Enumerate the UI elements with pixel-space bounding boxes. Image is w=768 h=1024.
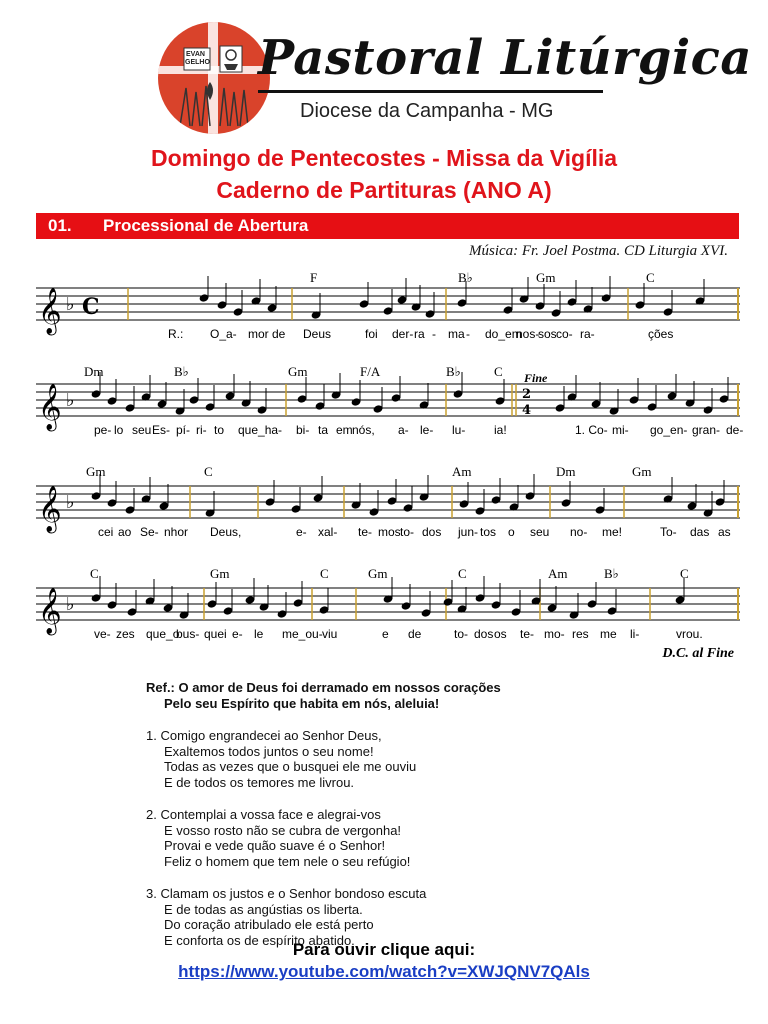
lyric-syllable: me! [602,525,623,539]
stanza-line: Provai e vede quão suave é o Senhor! [164,838,386,853]
lyric-syllable: res [572,627,589,641]
lyric-syllable: seu [132,423,152,437]
stanza-2 [146,807,501,869]
lyric-syllable: tos [480,525,497,539]
treble-clef-icon: 𝄞 [38,588,62,634]
lyric-syllable: to [214,423,225,437]
lyric-syllable: ma [448,327,465,341]
fine-marker: Fine [524,371,548,385]
lyric-syllable: no- [570,525,588,539]
lyric-syllable: foi [365,327,378,341]
youtube-link[interactable]: https://www.youtube.com/watch?v=XWJQNV7QAls [178,962,590,981]
chord-symbol: C [494,364,503,379]
lyric-syllable: Es- [152,423,170,437]
lyric-syllable: do_em [485,327,522,341]
dc-al-fine: D.C. al Fine [662,646,734,661]
stanza-line: E vosso rosto não se cubra de vergonha! [164,822,402,838]
stanza-line: E de todos os temores me livrou. [164,774,355,790]
lyric-syllable: viu [322,627,338,641]
lyric-syllable: gran- [692,423,721,437]
document-subtitle: Caderno de Partituras (ANO A) [216,177,552,203]
lyric-syllable: mo- [544,627,565,641]
time-signature-2-4-icon: 4 [522,403,532,418]
logo-text-b: GELHO [185,59,210,66]
stanza-line: Do coração atribulado ele está perto [164,917,374,932]
lyric-syllable: bus- [176,627,200,641]
chord-symbol: Am [452,464,472,479]
brand-title: Pastoral Litúrgica [258,30,752,86]
flat-key-signature-icon: ♭ [66,390,75,411]
lyric-syllable: de [272,327,286,341]
lyric-syllable: ta [318,423,329,437]
stanza-line: Todas as vezes que o busquei ele me ouviu [164,759,417,774]
section-header [36,213,739,239]
lyric-syllable: le [254,627,264,641]
lyric-syllable: ao [118,525,132,539]
chord-symbol: C [458,566,467,581]
treble-clef-icon: 𝄞 [38,384,62,430]
lyric-syllable: mos [378,525,401,539]
listen-label: Para ouvir clique aqui: [292,940,476,959]
sheet-music [0,260,768,660]
stanza-line: Exaltemos todos juntos o seu nome! [164,743,374,759]
lyric-syllable: go_en- [650,423,688,437]
section-number: 01. [48,216,72,235]
lyric-syllable: mi- [612,423,629,437]
lyric-syllable: To- [660,525,677,539]
flat-key-signature-icon: ♭ [66,294,75,315]
lyric-syllable: co- [556,327,573,341]
stanza-line: 1. Comigo engrandecei ao Senhor Deus, [146,728,382,743]
lyric-syllable: lu- [452,423,466,437]
lyrics-block [146,680,501,948]
lyric-syllable: quei [204,627,227,641]
lyric-syllable: dos [474,627,494,641]
chord-symbol: F/A [360,364,381,379]
chord-symbol: B♭ [174,364,189,379]
chord-symbol: Dm [556,464,576,479]
chord-symbol: Gm [368,566,388,581]
chord-symbol: C [320,566,329,581]
chord-symbol: Gm [210,566,230,581]
lyric-syllable: me_ou- [282,627,323,641]
stanza-line: 3. Clamam os justos e o Senhor bondoso escuta [146,886,427,901]
lyric-syllable: te- [358,525,373,539]
chord-symbol: C [646,270,655,285]
stanza-3 [146,886,501,948]
stanza-line: E de todas as angústias os liberta. [164,901,363,917]
flat-key-signature-icon: ♭ [66,594,75,615]
lyric-syllable: R.: [168,327,184,341]
lyric-syllable: nós, [352,423,375,437]
chord-symbol: C [90,566,99,581]
treble-clef-icon: 𝄞 [38,288,62,334]
lyric-syllable: li- [630,627,640,641]
lyric-syllable: e [382,627,389,641]
lyric-syllable: to- [454,627,469,641]
chord-symbol: C [204,464,213,479]
lyric-syllable: dos [422,525,442,539]
lyric-syllable: sos [538,327,557,341]
lyric-syllable: te- [520,627,535,641]
lyric-syllable: Deus, [210,525,242,539]
lyric-syllable: jun- [458,525,479,539]
lyric-syllable: Deus [303,327,332,341]
lyric-syllable: de [408,627,422,641]
lyric-syllable: Se- [140,525,159,539]
lyric-syllable: ções [648,327,674,341]
refrain-line: Ref.: O amor de Deus foi derramado em nossos corações [146,680,501,695]
logo-emblem [158,22,270,134]
section-label: Processional de Abertura [103,216,309,235]
chord-symbol: Gm [536,270,556,285]
lyric-syllable: mor [248,327,269,341]
document-title: Domingo de Pentecostes - Missa da Vigília [150,145,618,171]
lyric-syllable: le- [420,423,434,437]
lyric-syllable: 1. Co- [575,423,608,437]
lyric-syllable: seu [530,525,550,539]
lyric-syllable: lo [114,423,124,437]
lyric-syllable: de- [726,423,744,437]
lyric-syllable: xal- [318,525,338,539]
lyric-syllable: O_a- [210,327,237,341]
lyric-syllable: o [508,525,515,539]
lyric-syllable: ra [414,327,425,341]
lyric-syllable: vrou. [676,627,703,641]
lyric-syllable: em [336,423,353,437]
music-credit: Música: Fr. Joel Postma. CD Liturgia XVI. [468,243,728,259]
chord-symbol: C [680,566,689,581]
treble-clef-icon: 𝄞 [38,486,62,532]
lyric-syllable: ra- [580,327,595,341]
time-signature-2-4-icon: 2 [522,387,532,402]
lyric-syllable: bi- [296,423,310,437]
lyric-syllable: das [690,525,710,539]
lyric-syllable: nhor [164,525,189,539]
lyric-syllable: a- [398,423,409,437]
lyric-syllable: ve- [94,627,111,641]
chord-symbol: Am [548,566,568,581]
lyric-syllable: - [466,327,470,341]
brand-subtitle: Diocese da Campanha - MG [300,100,554,122]
chord-symbol: Gm [632,464,652,479]
lyric-syllable: as [718,525,731,539]
lyric-syllable: ri- [196,423,207,437]
refrain-line: Pelo seu Espírito que habita em nós, aleluia! [164,695,440,711]
lyric-syllable: e- [296,525,307,539]
lyric-syllable: e- [232,627,243,641]
chord-symbol: Dm [84,364,104,379]
lyric-syllable: to- [400,525,415,539]
chord-symbol: B♭ [446,364,461,379]
lyric-syllable: pe- [94,423,112,437]
pastoral-logo-icon [158,22,270,134]
time-signature-icon: C [82,294,100,320]
lyric-syllable: der- [392,327,414,341]
stanza-1 [146,728,501,790]
lyric-syllable: zes [116,627,135,641]
stanza-line: E conforta os de espírito abatido. [164,932,355,948]
chord-symbol: B♭ [458,270,473,285]
lyric-syllable: os [494,627,507,641]
chord-symbol: Gm [86,464,106,479]
stanza-line: Feliz o homem que tem nele o seu refúgio! [164,853,411,869]
lyric-syllable: pí- [176,423,191,437]
lyric-syllable: cei [98,525,114,539]
lyric-syllable: ia! [494,423,507,437]
lyric-syllable: que_ha- [238,423,283,437]
logo-text-a: EVAN [186,51,205,58]
refrain [146,680,501,711]
brand-underline [258,90,603,93]
lyric-syllable: que_o [146,627,180,641]
lyric-syllable: nos- [516,327,540,341]
lyric-syllable: me [600,627,617,641]
flat-key-signature-icon: ♭ [66,492,75,513]
chord-symbol: B♭ [604,566,619,581]
chord-symbol: Gm [288,364,308,379]
stanza-line: 2. Contemplai a vossa face e alegrai-vos [146,807,381,822]
chord-symbol: F [310,270,318,285]
lyric-syllable: - [432,327,436,341]
